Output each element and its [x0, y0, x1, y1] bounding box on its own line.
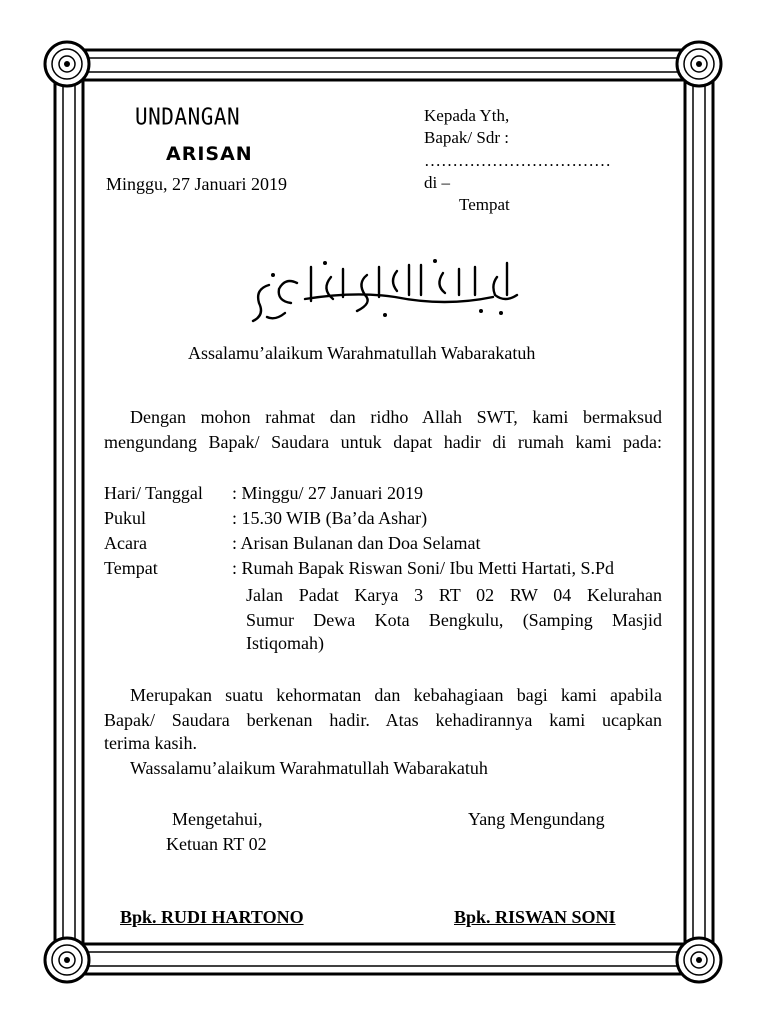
place-cont-line-3: Istiqomah): [246, 633, 324, 653]
detail-label-event: Acara: [104, 533, 147, 553]
closing-greeting: Wassalamu’alaikum Warahmatullah Wabarakatuh: [130, 758, 488, 778]
right-sign-label: Yang Mengundang: [468, 809, 605, 829]
intro-line-2: mengundang Bapak/ Saudara untuk dapat hadir di rumah kami pada:: [104, 432, 662, 452]
detail-value-date: : Minggu/ 27 Januari 2019: [232, 483, 423, 503]
closing-line-1: Merupakan suatu kehormatan dan kebahagiaan bagi kami apabila: [130, 685, 662, 705]
detail-value-place: : Rumah Bapak Riswan Soni/ Ibu Metti Hartati, S.Pd: [232, 558, 614, 578]
detail-label-place: Tempat: [104, 558, 158, 578]
recipient-dots: ……………………………: [424, 151, 611, 170]
closing-line-2: Bapak/ Saudara berkenan hadir. Atas kehadirannya kami ucapkan: [104, 710, 662, 730]
place-cont-line-2: Sumur Dewa Kota Bengkulu, (Samping Masjid: [246, 610, 662, 630]
place-cont-line-1: Jalan Padat Karya 3 RT 02 RW 04 Kelurahan: [246, 585, 662, 605]
left-sign-label-1: Mengetahui,: [172, 809, 263, 829]
invitation-date: Minggu, 27 Januari 2019: [106, 174, 287, 194]
invitation-subtitle: ARISAN: [166, 143, 253, 165]
recipient-line-5: Tempat: [459, 195, 510, 214]
detail-label-date: Hari/ Tanggal: [104, 483, 203, 503]
recipient-line-2: Bapak/ Sdr :: [424, 128, 509, 147]
detail-value-event: : Arisan Bulanan dan Doa Selamat: [232, 533, 481, 553]
left-signatory-name: Bpk. RUDI HARTONO: [120, 907, 304, 927]
right-signatory-name: Bpk. RISWAN SONI: [454, 907, 616, 927]
bismillah-calligraphy-icon: [245, 255, 525, 327]
invitation-title: UNDANGAN: [135, 104, 241, 130]
opening-greeting: Assalamu’alaikum Warahmatullah Wabarakatuh: [188, 343, 536, 363]
intro-line-1: Dengan mohon rahmat dan ridho Allah SWT, kami bermaksud: [130, 407, 662, 427]
detail-value-time: : 15.30 WIB (Ba’da Ashar): [232, 508, 428, 528]
recipient-line-1: Kepada Yth,: [424, 106, 510, 125]
closing-line-3: terima kasih.: [104, 733, 197, 753]
detail-label-time: Pukul: [104, 508, 147, 528]
recipient-line-4: di –: [424, 173, 450, 192]
left-sign-label-2: Ketuan RT 02: [166, 834, 267, 854]
